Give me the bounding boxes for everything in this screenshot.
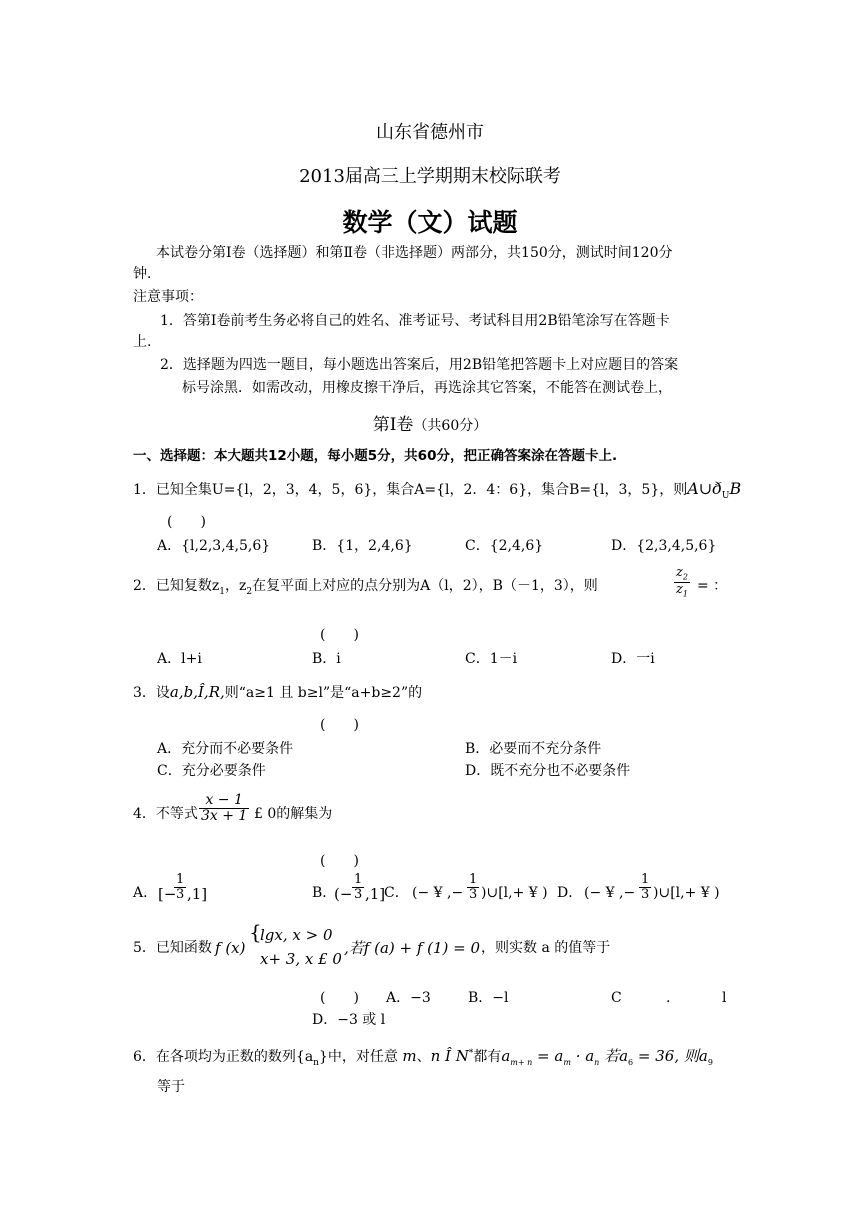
q6-f-sub1: m+ n xyxy=(510,1057,533,1067)
q5-brace-icon: { xyxy=(249,920,262,944)
q5-answer-paren: ( ) xyxy=(320,990,359,1006)
intro-line2: 钟. xyxy=(133,266,152,282)
intro-line1: 本试卷分第Ⅰ卷（选择题）和第Ⅱ卷（非选择题）两部分，共150分，测试时间120分 xyxy=(156,245,673,261)
q4-option-d-label: D． xyxy=(557,885,583,901)
q4-option-b-label: B． xyxy=(312,885,337,901)
q4-d-den: 3 xyxy=(641,887,650,903)
q6-m: m xyxy=(402,1047,417,1065)
q1-option-b: B．{1，2,4,6} xyxy=(312,538,413,554)
q6-f-tail: = 36, 则a xyxy=(633,1047,708,1065)
q5-option-c-label: C xyxy=(611,990,622,1006)
q5-fx: f (x) xyxy=(215,939,246,957)
q2-frac-den-sub: 1 xyxy=(682,589,688,599)
section-heading: 一、选择题：本大题共12小题，每小题5分，共60分，把正确答案涂在答题卡上. xyxy=(133,448,618,464)
q4-fraction xyxy=(199,793,249,825)
q5-option-c-dot: . xyxy=(666,990,671,1006)
q4-b-num: 1 xyxy=(354,872,363,887)
subject-title: 数学（文）试题 xyxy=(342,208,518,237)
q4-stem-b: £ 0的解集为 xyxy=(254,806,333,822)
q1-stem xyxy=(133,479,741,502)
q3-option-b: B．必要而不充分条件 xyxy=(465,741,602,757)
q4-option-c-frac xyxy=(467,873,479,903)
q6-stem-sub: n xyxy=(313,1057,319,1068)
notice-item2: 2．选择题为四选一题目，每小题选出答案后，用2B铅笔把答题卡上对应题目的答案 xyxy=(160,357,679,373)
q2-frac-num-sub: 2 xyxy=(682,572,688,582)
q3-stem-math: a,b,Î,R, xyxy=(169,683,225,701)
q6-f-dot: · a xyxy=(570,1047,595,1065)
q4-option-a-label: A． xyxy=(133,885,158,901)
q6-stem-c: 都有 xyxy=(473,1049,502,1065)
q4-b-den: 3 xyxy=(354,887,363,903)
q1-formula-end: B xyxy=(729,479,742,498)
part1-score: （共60分） xyxy=(413,418,488,434)
school-title: 山东省德州市 xyxy=(376,122,484,143)
q4-c-den: 3 xyxy=(469,887,478,903)
q5-option-b: B．−l xyxy=(468,990,509,1006)
part1-title xyxy=(0,410,860,435)
q5-option-a: A．−3 xyxy=(386,990,431,1006)
q4-d-num: 1 xyxy=(641,872,650,887)
q4-answer-paren: ( ) xyxy=(320,853,359,869)
exam-title: 2013届高三上学期期末校际联考 xyxy=(299,166,561,187)
q2-frac-num: z xyxy=(676,565,683,580)
q5-case2: x+ 3, x £ 0 xyxy=(260,950,342,968)
q3-stem xyxy=(133,683,422,702)
q4-option-c-label: C． xyxy=(384,885,409,901)
q5-case1: lgx, x > 0 xyxy=(260,926,333,944)
q1-answer-paren: ( ) xyxy=(167,514,206,530)
q1-formula: A∪ð xyxy=(687,479,722,498)
q3-stem-b: 则“a≥1 且 b≥l”是“a+b≥2”的 xyxy=(224,685,423,701)
q1-option-a: A．{l,2,3,4,5,6} xyxy=(157,538,271,554)
q1-option-d: D．{2,3,4,5,6} xyxy=(611,538,717,554)
q4-option-a-expr: [− xyxy=(158,885,177,903)
q4-stem-a: 4．不等式 xyxy=(133,806,198,822)
q6-formula: a xyxy=(501,1047,511,1065)
q6-stem-line2: 等于 xyxy=(157,1079,185,1095)
q2-sub2: 2 xyxy=(246,586,253,597)
q4-option-b-end: ,1] xyxy=(365,885,386,903)
q6-stem xyxy=(133,1047,713,1069)
q4-option-c-expr: (− ¥ ,− xyxy=(412,885,464,901)
q4-option-d-frac xyxy=(639,873,651,903)
notice-item1-cont: 上. xyxy=(133,334,152,350)
q2-fraction xyxy=(674,566,690,600)
q6-star: * xyxy=(468,1048,474,1059)
q3-option-d: D．既不充分也不必要条件 xyxy=(465,763,631,779)
q5-stem-a: 5．已知函数 xyxy=(133,940,212,956)
q4-option-d-end: )∪[l,+ ¥ ) xyxy=(653,885,720,901)
q4-a-num: 1 xyxy=(176,872,185,887)
q6-f-mid: = a xyxy=(532,1047,564,1065)
q3-answer-paren: ( ) xyxy=(320,717,359,733)
q5-option-d: D．−3 或 l xyxy=(312,1012,386,1028)
q6-f-sub2: m xyxy=(563,1057,571,1067)
q1-option-c: C．{2,4,6} xyxy=(465,538,544,554)
q4-option-d-expr: (− ¥ ,− xyxy=(584,885,636,901)
q2-option-a: A．l+i xyxy=(157,651,202,667)
q6-f-sub3: n xyxy=(594,1057,600,1067)
q2-option-b: B．i xyxy=(312,651,341,667)
q2-option-d: D．一i xyxy=(611,651,655,667)
q4-option-b-frac xyxy=(352,873,364,903)
q3-option-a: A．充分而不必要条件 xyxy=(157,741,294,757)
q2-frac-den: z xyxy=(676,582,683,598)
q2-option-c: C．1－i xyxy=(465,651,518,667)
q4-frac-den: 3x + 1 xyxy=(201,808,248,825)
q6-f-sub4: 6 xyxy=(628,1057,634,1067)
q3-option-c: C．充分必要条件 xyxy=(157,763,266,779)
q1-stem-text: 1．已知全集U={l，2，3，4，5，6}，集合A={l，2．4：6}，集合B={l，3，5}，则 xyxy=(133,482,688,498)
q6-stem-b: }中，对任意 xyxy=(318,1049,398,1065)
notice-item2-cont: 标号涂黑．如需改动，用橡皮擦干净后，再选涂其它答案，不能答在测试卷上， xyxy=(182,380,672,396)
q4-option-c-end: )∪[l,+ ¥ ) xyxy=(481,885,548,901)
q2-equals: = ： xyxy=(697,578,728,594)
q2-stem xyxy=(133,578,598,598)
notice-item1: 1．答第Ⅰ卷前考生务必将自己的姓名、准考证号、考试科目用2B铅笔涂写在答题卡 xyxy=(160,313,670,329)
q2-stem-mid: ，z xyxy=(225,578,247,594)
q5-stem-c: ，则实数 a 的值等于 xyxy=(481,940,611,956)
part1-label: 第Ⅰ卷 xyxy=(372,415,414,435)
q4-option-a-end: ,1] xyxy=(187,885,208,903)
q6-f-sub5: 9 xyxy=(707,1057,713,1067)
q4-c-num: 1 xyxy=(469,872,478,887)
q4-option-b-expr: (− xyxy=(334,885,353,903)
q6-sep: 、 xyxy=(416,1049,431,1065)
q4-a-den: 3 xyxy=(176,887,185,903)
q2-answer-paren: ( ) xyxy=(320,627,359,643)
q1-formula-sub: U xyxy=(721,490,730,501)
notice-label: 注意事项： xyxy=(133,289,203,305)
q5-condition: ,若f (a) + f (1) = 0 xyxy=(344,939,481,957)
q6-f-end: 若a xyxy=(599,1047,629,1065)
q6-n-expr: n Î N xyxy=(430,1047,469,1065)
q2-stem-rest: 在复平面上对应的点分别为A（l，2），B（－1，3），则 xyxy=(252,578,598,594)
q4-option-a-frac xyxy=(174,873,186,903)
q5-option-c-value: l xyxy=(722,990,727,1006)
q3-stem-a: 3．设 xyxy=(133,685,170,701)
q4-frac-num: x − 1 xyxy=(199,793,249,809)
q6-stem-a: 6．在各项均为正数的数列{a xyxy=(133,1049,314,1065)
q2-sub1: 1 xyxy=(219,586,226,597)
q2-stem-text: 2．已知复数z xyxy=(133,578,220,594)
